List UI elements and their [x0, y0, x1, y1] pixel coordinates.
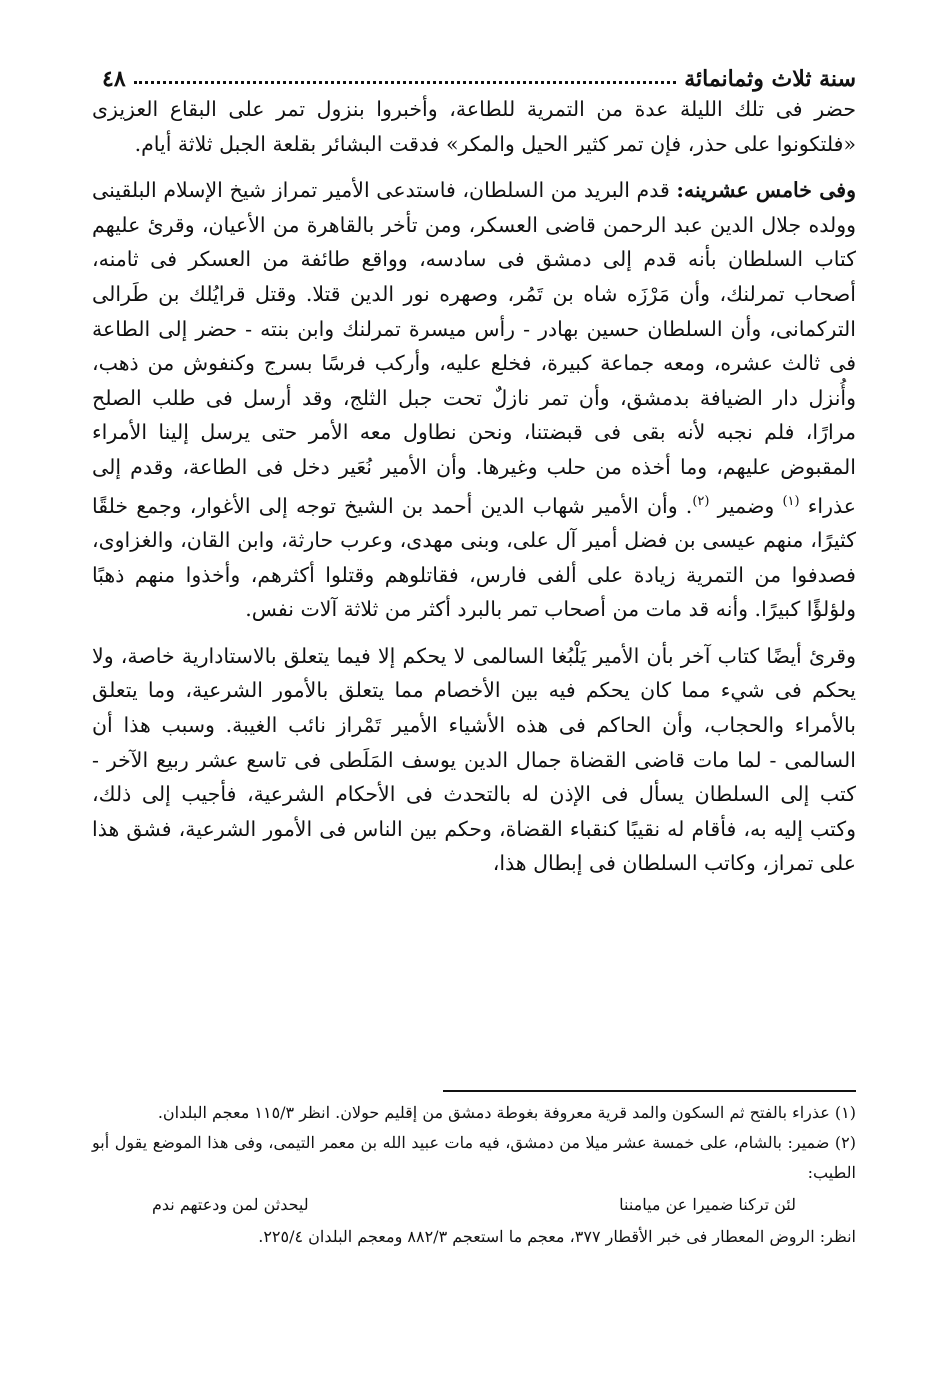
footnote-2-references: انظر: الروض المعطار فى خبر الأقطار ٣٧٧، معجم ما استعجم ٨٨٢/٣ ومعجم البلدان ٢٢٥/٤.: [258, 1227, 856, 1246]
footnote-ref-1: (١): [782, 493, 800, 509]
paragraph-2: [92, 173, 856, 627]
footnote-1: (١) عذراء بالفتح ثم السكون والمد قرية معروفة بغوطة دمشق من إقليم حولان. انظر ١١٥/٣ معجم البلدان.: [157, 1103, 856, 1122]
main-text: [92, 92, 856, 893]
header-dotted-leader: [134, 81, 677, 84]
paragraph-2-text-c: . وأن الأمير شهاب الدين أحمد بن الشيخ توجه إلى الأغوار، وجمع خلقًا كثيرًا، منهم عيسى بن فضل أمير آل على، وبنى مهدى، وعرب حارثة، وابن القان، والغزاوى، فصدفوا من التمرية زيادة على ألفى فارس، فقاتلوهم وقتلوا أكثرهم، وأخذوا منهم ذهبًا ولؤلؤًا كبيرًا. وأنه قد مات من أصحاب تمر بالبرد أكثر من ثلاثة آلات نفس.: [92, 493, 856, 622]
running-title: سنة ثلاث وثمانمائة: [684, 66, 856, 92]
footnote-separator: [443, 1090, 856, 1092]
paragraph-2-text-b: وضمير: [717, 493, 783, 518]
paragraph-1: حضر فى تلك الليلة عدة من التمرية للطاعة، وأخبروا بنزول تمر على البقاع العزيزى «فلتكونوا على حذر، فإن تمر كثير الحيل والمكر» فدقت البشائر بقلعة الجبل ثلاثة أيام.: [92, 97, 856, 156]
paragraph-2-text-a: قدم البريد من السلطان، فاستدعى الأمير تمراز شيخ الإسلام البلقينى وولده جلال الدين عبد الرحمن قاضى العسكر، ومن تأخر بالقاهرة من الأعيان، وقرئ عليهم كتاب السلطان بأنه قدم إلى دمشق فى سادسه، وواقع طائفة من العسكر فى ثامنه، أصحاب تمرلنك، وأن مَرْزَه شاه بن تَمُر، وصهره نور الدين قتلا. وقتل قرايُلك بن طَرالى التركمانى، وأن السلطان حسين بهادر - رأس ميسرة تمرلنك وابن بنته - حضر إلى الطاعة فى ثالث عشره، ومعه جماعة كبيرة، فخلع عليه، وأركب فرسًا بسرج وكنفوش من ذهب، وأُنزل دار الضيافة بدمشق، وأن تمر نازلٌ تحت جبل الثلج، وقد أرسل فى طلب الصلح مرارًا، فلم نجبه لأنه بقى فى قبضتنا، ونحن نطاول معه الأمر حتى يرسل إلينا الأمراء المقبوض عليهم، وما أخذه من حلب وغيرها. وأن الأمير نُعَير دخل فى الطاعة، وقدم إلى عذراء: [92, 178, 856, 518]
paragraph-2-lead: وفى خامس عشرينه:: [676, 178, 856, 203]
footnote-2: (٢) ضمير: بالشام، على خمسة عشر ميلا من دمشق، فيه مات عبيد الله بن معمر التيمى، وفى هذا الموضع يقول أبو الطيب:: [92, 1133, 856, 1182]
footnote-ref-2: (٢): [692, 493, 710, 509]
page-header: [92, 52, 856, 92]
paragraph-3: وقرئ أيضًا كتاب آخر بأن الأمير يَلْبُغا السالمى لا يحكم إلا فيما يتعلق بالاستادارية خاصة، ولا يحكم فى شيء مما كان يحكم فيه بين الأخصام مما يتعلق بالأمور الشرعية، وما يتعلق بالأمراء والحجاب، وأن الحاكم فى هذه الأشياء الأمير تَمْراز نائب الغيبة. وسبب هذا أن السالمى - لما مات قاضى القضاة جمال الدين يوسف المَلَطى فى تاسع عشر ربيع الآخر - كتب إلى السلطان يسأل فى الإذن له بالتحدث فى الأحكام الشرعية، فأجيب إلى ذلك، وكتب إليه به، فأقام له نقيبًا كنقباء القضاة، وحكم بين الناس فى الأمور الشرعية، فشق هذا على تمراز، وكاتب السلطان فى إبطال هذا،: [92, 643, 856, 876]
footnotes: [92, 1098, 856, 1252]
page-number: ٤٨: [102, 66, 126, 92]
verse-first-hemistich: لئن تركنا ضميرا عن ميامننا: [619, 1195, 796, 1214]
poetry-verse: [92, 1188, 856, 1222]
verse-second-hemistich: ليحدثن لمن ودعتهم ندم: [152, 1195, 309, 1214]
